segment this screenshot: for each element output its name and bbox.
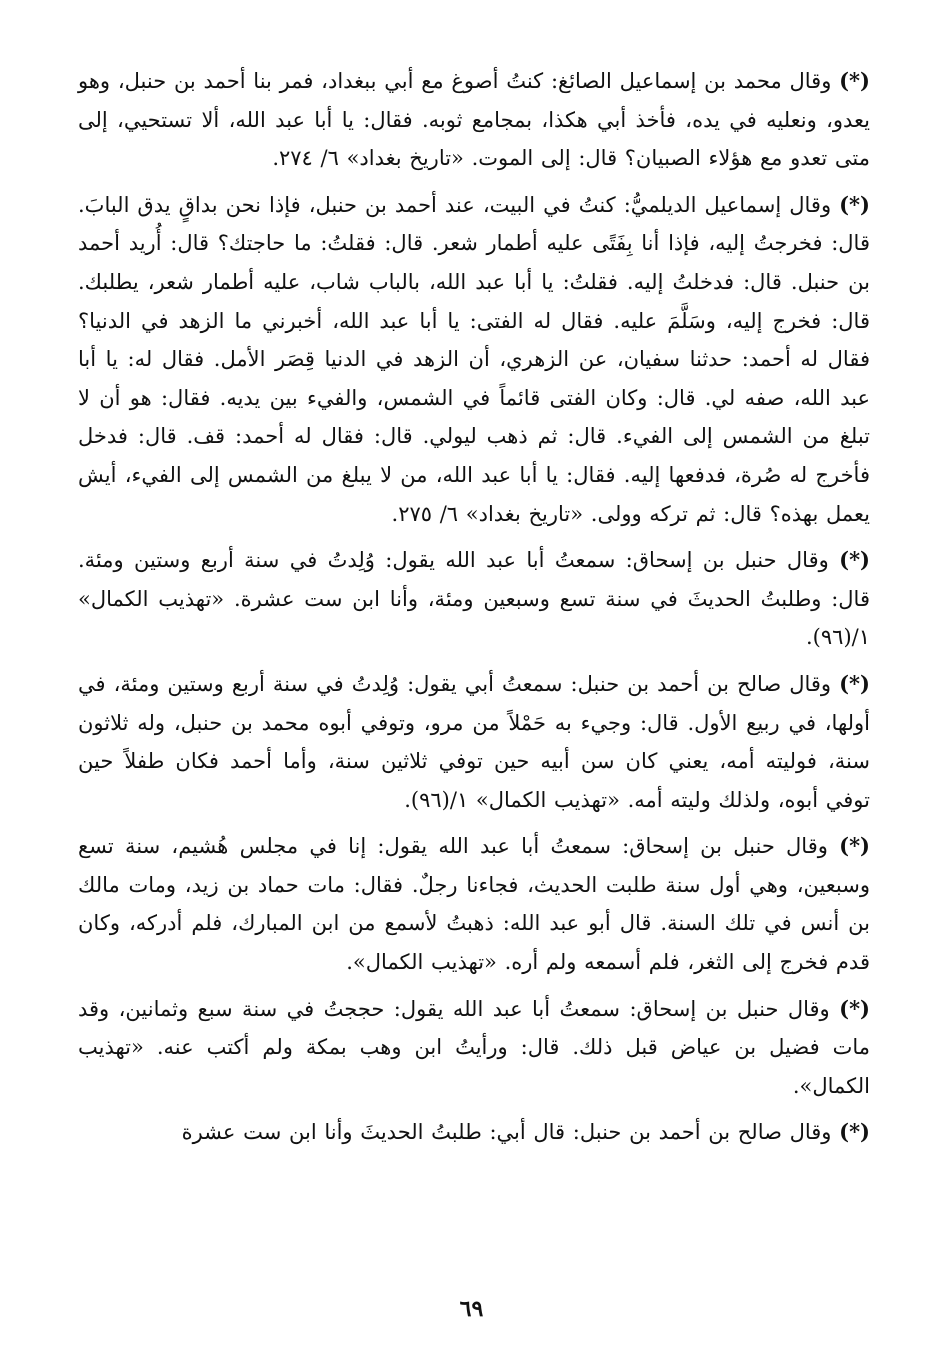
paragraph-text: وقال صالح بن أحمد بن حنبل: سمعتُ أبي يقول: وُلِدتُ في سنة أربع وستين ومئة، في أولها، في ربيع الأول. قال: وجيء به حَمْلاً من مرو، وتوفي أبوه محمد بن حنبل، وله ثلاثون سنة، فوليته أمه، يعني كان سن أبيه حين توفي ثلاثين سنة، وأما أحمد فكان طفلاً حين توفي أبوه، ولذلك وليته أمه. «تهذيب الكمال» ١/(٩٦). — [78, 671, 870, 812]
paragraph-text: وقال حنبل بن إسحاق: سمعتُ أبا عبد الله يقول: وُلِدتُ في سنة أربع وستين ومئة. قال: وطلبتُ الحديثَ في سنة تسع وسبعين ومئة، وأنا ابن ست عشرة. «تهذيب الكمال» ١/(٩٦). — [78, 548, 870, 650]
paragraph-marker: (*) — [839, 670, 870, 696]
paragraph — [78, 990, 870, 1106]
paragraph-marker: (*) — [839, 1119, 870, 1145]
paragraph-marker: (*) — [839, 68, 870, 93]
paragraph — [78, 186, 870, 533]
paragraph-text: وقال إسماعيل الديلميُّ: كنتُ في البيت، عند أحمد بن حنبل، فإذا نحن بداقٍ يدق البابَ. قال: فخرجتُ إليه، فإذا أنا بِفَتًى عليه أطمار شعر. قال: فقلتُ: ما حاجتك؟ قال: أُريد أحمد بن حنبل. قال: فدخلتُ إليه. فقلتُ: يا أبا عبد الله، بالباب شاب، عليه أطمار شعر، يطلبك. قال: فخرج إليه، وسَلَّمَ عليه. فقال له الفتى: يا أبا عبد الله، أخبرني ما الزهد في الدنيا؟ فقال له أحمد: حدثنا سفيان، عن الزهري، أن الزهد في الدنيا قِصَر الأمل. فقال له: يا أبا عبد الله، صفه لي. قال: وكان الفتى قائماً في الشمس، والفيء بين يديه. فقال: هو أن لا تبلغ من الشمس إلى الفيء. قال: ثم ذهب ليولي. قال: فقال له أحمد: قف. قال: فدخل فأخرج له صُرة، فدفعها إليه. فقال: يا أبا عبد الله، من لا يبلغ من الشمس إلى الفيء، أيش يعمل بهذه؟ قال: ثم تركه وولى. «تاريخ بغداد» ٦/ ٢٧٥. — [78, 192, 870, 526]
paragraph — [78, 1113, 870, 1152]
paragraph — [78, 62, 870, 178]
paragraph — [78, 541, 870, 657]
paragraph — [78, 665, 870, 819]
paragraph-marker: (*) — [839, 833, 870, 859]
paragraph-text: وقال حنبل بن إسحاق: سمعتُ أبا عبد الله يقول: إنا في مجلس هُشيم، سنة تسع وسبعين، وهي أول سنة طلبت الحديث، فجاءنا رجلٌ. فقال: مات حماد بن زيد، ومات مالك بن أنس في تلك السنة. قال أبو عبد الله: ذهبتُ لأسمع من ابن المبارك، فلم أدركه، وكان قدم فخرج إلى الثغر، فلم أسمعه ولم أره. «تهذيب الكمال». — [78, 834, 870, 975]
paragraph-marker: (*) — [839, 191, 870, 217]
paragraph-text: وقال حنبل بن إسحاق: سمعتُ أبا عبد الله يقول: حججتُ في سنة سبع وثمانين، وقد مات فضيل بن عياض قبل ذلك. قال: ورأيتُ ابن وهب بمكة ولم أكتب عنه. «تهذيب الكمال». — [78, 996, 870, 1098]
paragraph-text: وقال محمد بن إسماعيل الصائغ: كنتُ أصوغ مع أبي ببغداد، فمر بنا أحمد بن حنبل، وهو يعدو، ونعليه في يده، فأخذ أبي هكذا، بمجامع ثوبه. فقال: يا أبا عبد الله، ألا تستحيي، إلى متى تعدو مع هؤلاء الصبيان؟ قال: إلى الموت. «تاريخ بغداد» ٦/ ٢٧٤. — [78, 69, 870, 171]
paragraph — [78, 827, 870, 981]
paragraph-marker: (*) — [839, 995, 870, 1021]
paragraph-marker: (*) — [839, 547, 870, 573]
paragraph-text: وقال صالح بن أحمد بن حنبل: قال أبي: طلبتُ الحديثَ وأنا ابن ست عشرة — [181, 1120, 832, 1145]
page-number: ٦٩ — [459, 1296, 484, 1322]
text-body — [78, 62, 870, 1160]
